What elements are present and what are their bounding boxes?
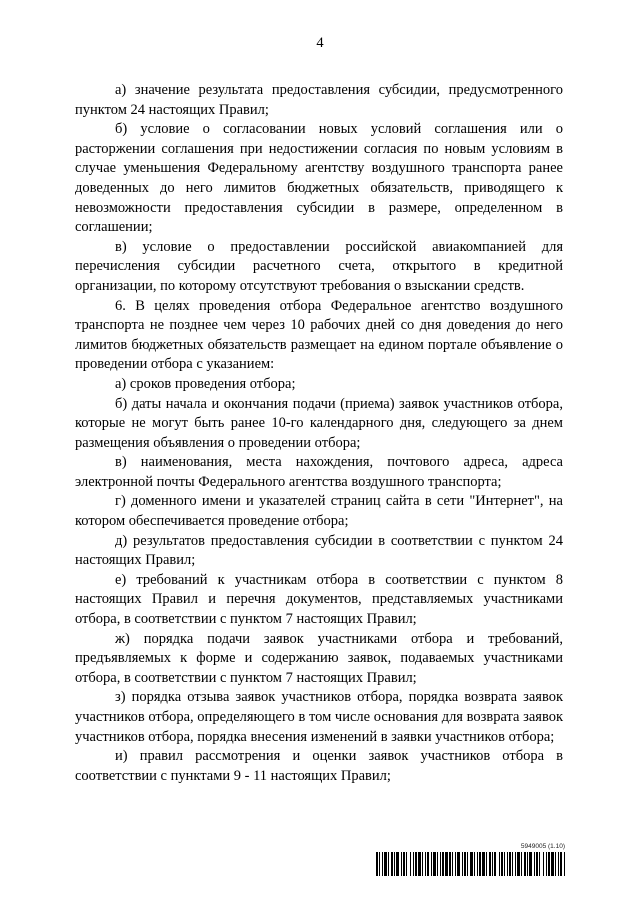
barcode-bar (413, 852, 414, 876)
barcode-bar (422, 852, 423, 876)
barcode-bar (515, 852, 516, 876)
barcode-bar (442, 852, 444, 876)
barcode-bar (492, 852, 493, 876)
barcode-bar (403, 852, 405, 876)
barcode-bar (539, 852, 540, 876)
paragraph-6-selection: 6. В целях проведения отбора Федеральное агентство воздушного транспорта не позднее чем через 10 рабочих дней со дня доведения до него лимитов бюджетных обязательств размещает на едином портале объявление о проведении отбора с указанием: (75, 297, 563, 373)
barcode-bar (437, 852, 438, 876)
barcode-bar (507, 852, 508, 876)
barcode-bar (425, 852, 426, 876)
barcode-bar (452, 852, 453, 876)
barcode-bar (509, 852, 511, 876)
barcode-bar (551, 852, 554, 876)
barcode-bar (376, 852, 378, 876)
barcode-bar (527, 852, 528, 876)
barcode-bar (433, 852, 436, 876)
barcode-bar (474, 852, 475, 876)
barcode-bar (524, 852, 526, 876)
paragraph-a-result-value: а) значение результата предоставления субсидии, предусмотренного пунктом 24 настоящих Правил; (75, 82, 563, 118)
barcode-bar (440, 852, 441, 876)
barcode-bar (401, 852, 402, 876)
paragraph-zh-submission-order: ж) порядка подачи заявок участниками отбора и требований, предъявляемых к форме и содержанию заявок, подаваемых участниками отбора, в соответствии с пунктом 7 настоящих Правил; (75, 630, 563, 686)
barcode-bar (467, 852, 468, 876)
barcode-bar (555, 852, 556, 876)
barcode-bar (457, 852, 460, 876)
barcode-bar (546, 852, 547, 876)
barcode-bar (543, 852, 544, 876)
page-number: 4 (316, 35, 324, 51)
barcode-bar (534, 852, 535, 876)
paragraph-e-requirements: е) требований к участникам отбора в соответствии с пунктом 8 настоящих Правил и перечня документов, представляемых участниками отбора, в соответствии с пунктом 7 настоящих Правил; (75, 571, 563, 628)
barcode-bar (455, 852, 456, 876)
barcode-bar (479, 852, 481, 876)
barcode-bar (499, 852, 500, 876)
barcode-bar (415, 852, 417, 876)
barcode-bar (477, 852, 478, 876)
barcode-bar (494, 852, 496, 876)
barcode-bar (558, 852, 559, 876)
barcode-bar (548, 852, 550, 876)
barcode-bar (406, 852, 407, 876)
barcode-bar (449, 852, 451, 876)
paragraph-v-agency-address: в) наименования, места нахождения, почтового адреса, адреса электронной почты Федерального агентства воздушного транспорта; (75, 454, 563, 490)
barcode-bar (388, 852, 389, 876)
barcode-bar (427, 852, 429, 876)
barcode-bar (445, 852, 448, 876)
paragraph-b-application-dates: б) даты начала и окончания подачи (приема) заявок участников отбора, которые не могут быть ранее 10-го календарного дня, следующего за днем размещения объявления о проведении отбора; (75, 395, 563, 451)
barcode-bar (384, 852, 387, 876)
barcode-icon (376, 852, 565, 876)
barcode-bar (486, 852, 487, 876)
paragraph-b-agreement-condition: б) условие о согласовании новых условий соглашения или о расторжении соглашения при недостижении согласия по новым условиям в случае уменьшения Федеральному агентству воздушного транспорта ранее доведенных до него лимитов бюджетных обязательств, приводящего к невозможности предоставления субсидии в размере, определенном в соглашении; (75, 121, 563, 236)
barcode-bar (464, 852, 466, 876)
barcode-bar (512, 852, 513, 876)
barcode-bar (482, 852, 485, 876)
document-body (75, 81, 563, 786)
barcode-bar (382, 852, 383, 876)
barcode-bar (489, 852, 491, 876)
barcode-caption: 5949005 (1.10) (520, 843, 565, 850)
barcode-bar (396, 852, 399, 876)
paragraph-z-withdrawal-order: з) порядка отзыва заявок участников отбора, порядка возврата заявок участников отбора, определяющего в том числе основания для возврата заявок участников отбора, порядка внесения изменений в заявки участников отбора; (75, 689, 563, 745)
barcode-bar (560, 852, 562, 876)
paragraph-g-domain-name: г) доменного имени и указателей страниц сайта в сети "Интернет", на котором обеспечивается проведение отбора; (75, 493, 563, 530)
document-barcode (376, 843, 565, 877)
barcode-bar (431, 852, 432, 876)
barcode-bar (379, 852, 380, 876)
barcode-bar (521, 852, 522, 876)
paragraph-a-selection-terms: а) сроков проведения отбора; (115, 375, 296, 392)
barcode-bar (418, 852, 421, 876)
barcode-bar (462, 852, 463, 876)
paragraph-i-evaluation-rules: и) правил рассмотрения и оценки заявок участников отбора в соответствии с пунктами 9 - 11 настоящих Правил; (75, 748, 563, 784)
barcode-bar (394, 852, 395, 876)
paragraph-d-results: д) результатов предоставления субсидии в соответствии с пунктом 24 настоящих Правил; (75, 532, 563, 569)
paragraph-v-account-condition: в) условие о предоставлении российской авиакомпанией для перечисления субсидии расчетного счета, открытого в кредитной организации, по которому отсутствуют требования о взыскании средств. (75, 238, 563, 294)
barcode-bar (470, 852, 473, 876)
barcode-bar (536, 852, 538, 876)
barcode-bar (517, 852, 520, 876)
barcode-bar (501, 852, 503, 876)
barcode-bar (564, 852, 565, 876)
barcode-bar (504, 852, 505, 876)
barcode-bar (529, 852, 532, 876)
barcode-bar (391, 852, 393, 876)
barcode-bar (410, 852, 411, 876)
